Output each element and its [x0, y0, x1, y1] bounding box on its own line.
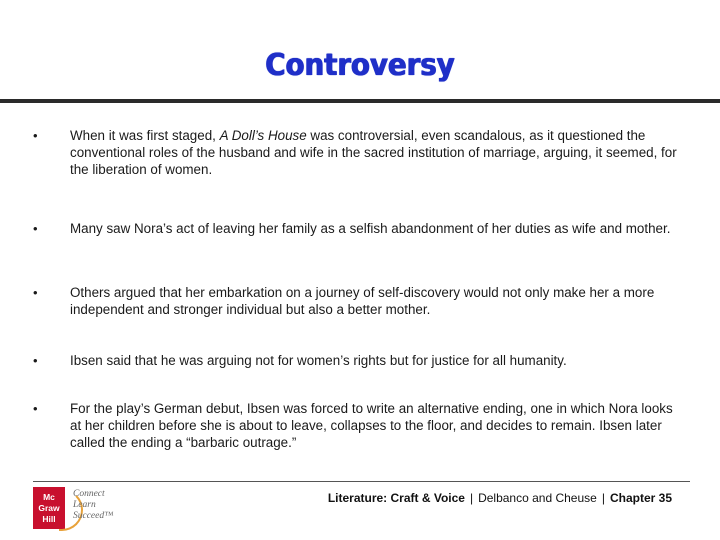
slide-title: Controversy	[265, 48, 455, 83]
footer-separator: |	[469, 491, 474, 505]
bullet-marker: •	[33, 401, 38, 416]
logo-line-2: Graw	[38, 502, 60, 513]
bullet-marker: •	[33, 285, 38, 300]
tagline-connect: Connect	[73, 489, 105, 499]
play-title: A Doll’s House	[219, 128, 307, 143]
tagline-succeed: Succeed™	[73, 511, 114, 521]
bullet-text-5: For the play’s German debut, Ibsen was forced to write an alternative ending, one in which Nora looks at her children before she is about to leave, collapses to the floor, and decides to remain. Ibsen later called the ending a “barbaric outrage.”	[70, 401, 673, 450]
bullet-marker: •	[33, 128, 38, 143]
footer-divider	[33, 481, 690, 482]
bullet-text-4: Ibsen said that he was arguing not for women’s rights but for justice for all humanity.	[70, 353, 567, 368]
footer-book-title: Literature: Craft & Voice	[327, 491, 465, 505]
footer-chapter: Chapter 35	[609, 491, 672, 505]
logo-tagline	[73, 489, 153, 522]
footer-authors: Delbanco and Cheuse	[478, 491, 597, 505]
tagline-learn: Learn	[73, 500, 96, 510]
bullet-text-2: Many saw Nora’s act of leaving her family as a selfish abandonment of her duties as wife and mother.	[70, 221, 671, 236]
footer-separator: |	[601, 491, 605, 505]
footer-citation	[328, 491, 672, 505]
logo-line-3: Hill	[42, 513, 56, 524]
bullet-text-3: Others argued that her embarkation on a journey of self-discovery would not only make her a more independent and stronger individual but also a better mother.	[70, 285, 655, 317]
bullet-marker: •	[33, 353, 38, 368]
bullet-text-1	[70, 127, 680, 178]
title-divider	[0, 99, 720, 103]
bullet-text-1-post: was controversial, even scandalous, as it questioned the conventional roles of the husband and wife in the sacred institution of marriage, arguing, it seemed, for the liberation of women.	[70, 128, 677, 177]
bullet-text-1-pre: When it was first staged,	[70, 128, 220, 143]
logo-line-1: Mc	[43, 491, 55, 502]
bullet-marker: •	[33, 221, 38, 236]
